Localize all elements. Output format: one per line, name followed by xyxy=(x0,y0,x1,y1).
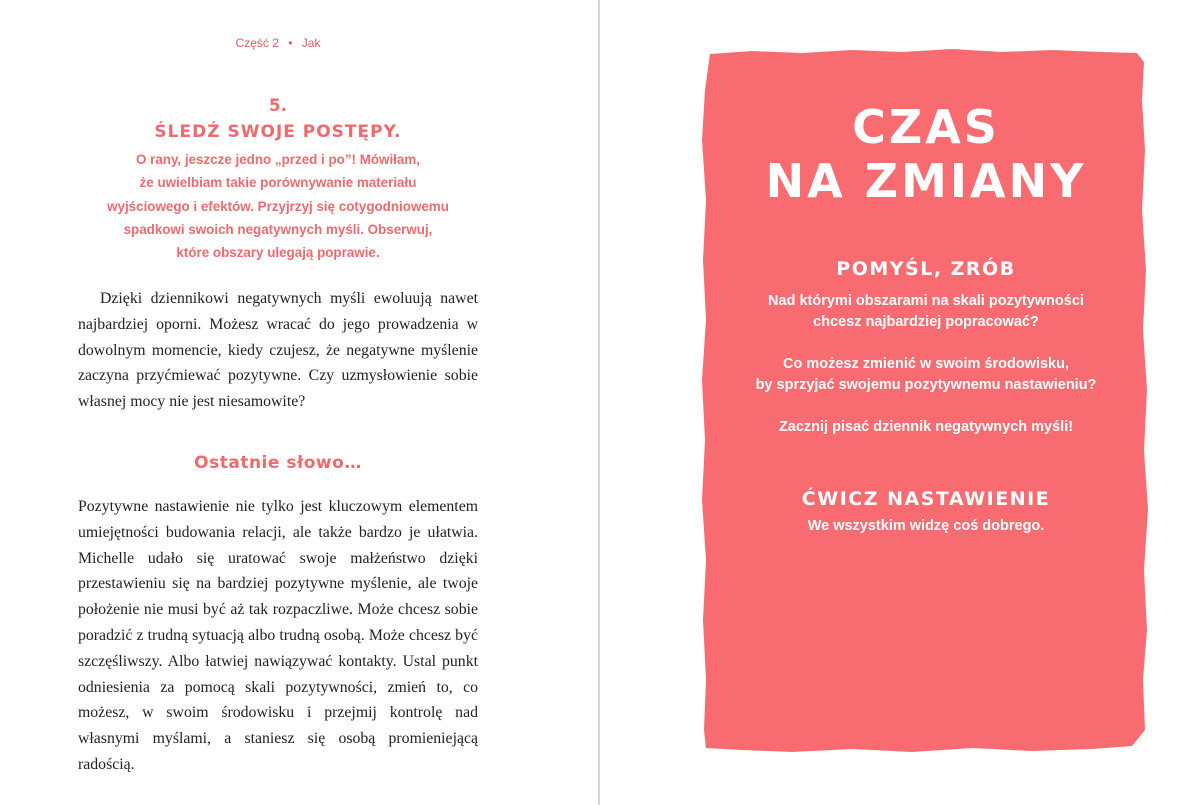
panel-content xyxy=(703,100,1149,537)
think-do-title: POMYŚL, ZRÓB xyxy=(836,258,1016,280)
running-head-separator: • xyxy=(288,36,293,50)
page-gutter xyxy=(598,0,600,805)
practice-title: ĆWICZ NASTAWIENIE xyxy=(801,488,1051,510)
paragraph-text: Pozytywne nastawienie nie tylko jest kluczowym elementem umiejętności budowania relacji, ale także bardzo je ułatwia. Michelle udało się uratować swoje małżeństwo dzięki przestawieniu się na bardziej pozytywne myślenie, ale twoje położenie nie musi być aż tak rozpaczliwe. Może chcesz sobie poradzić z trudną sytuacją albo trudną osobą. Może chcesz być szczęśliwszy. Albo łatwiej nawiązywać kontakty. Ustal punkt odniesienia za pomocą skali pozytywności, zmień to, co możesz, w swoim środowisku i przejmij kontrolę nad własnymi myślami, a staniesz się osobą promieniejącą radością. xyxy=(78,498,478,773)
running-head-section: Jak xyxy=(301,36,321,50)
panel-heading xyxy=(703,100,1149,208)
running-head xyxy=(0,36,556,50)
step-block xyxy=(78,94,478,264)
step-intro-line: spadkowi swoich negatywnych myśli. Obserwuj, xyxy=(123,221,433,237)
question-1-line: chcesz najbardziej popracować? xyxy=(813,314,1039,330)
panel-heading-line-2: NA ZMIANY xyxy=(765,154,1087,208)
question-2 xyxy=(703,354,1149,396)
body-paragraph-2 xyxy=(78,494,478,778)
question-1 xyxy=(703,291,1149,333)
running-head-part: Część 2 xyxy=(235,36,279,50)
step-number: 5. xyxy=(268,96,288,116)
question-2-line: Co możesz zmienić w swoim środowisku, xyxy=(782,356,1070,372)
step-intro-line: wyjściowego i efektów. Przyjrzyj się cotygodniowemu xyxy=(107,198,449,214)
left-page xyxy=(0,0,598,805)
question-2-line: by sprzyjać swojemu pozytywnemu nastawieniu? xyxy=(755,377,1097,393)
section-title: Ostatnie słowo… xyxy=(194,453,362,473)
paragraph-text: Dzięki dziennikowi negatywnych myśli ewoluują nawet najbardziej oporni. Możesz wracać do jego prowadzenia w dowolnym momencie, kiedy czujesz, że negatywne myślenie zaczyna przyćmiewać pozytywne. Czy uzmysłowienie sobie własnej mocy nie jest niesamowite? xyxy=(78,290,478,411)
affirmation-text: We wszystkim widzę coś dobrego. xyxy=(807,518,1045,534)
question-1-line: Nad którymi obszarami na skali pozytywności xyxy=(768,293,1084,309)
step-intro-line: które obszary ulegają poprawie. xyxy=(176,245,380,261)
body-paragraph-1 xyxy=(78,286,478,415)
step-intro-line: O rany, jeszcze jedno „przed i po”! Mówiłam, xyxy=(136,152,420,167)
step-title: ŚLEDŹ SWOJE POSTĘPY. xyxy=(154,122,402,142)
action-text: Zacznij pisać dziennik negatywnych myśli! xyxy=(778,419,1074,435)
panel-heading-line-1: CZAS xyxy=(852,100,1000,154)
step-intro xyxy=(78,148,478,264)
step-intro-line: że uwielbiam takie porównywanie materiału xyxy=(139,175,417,191)
